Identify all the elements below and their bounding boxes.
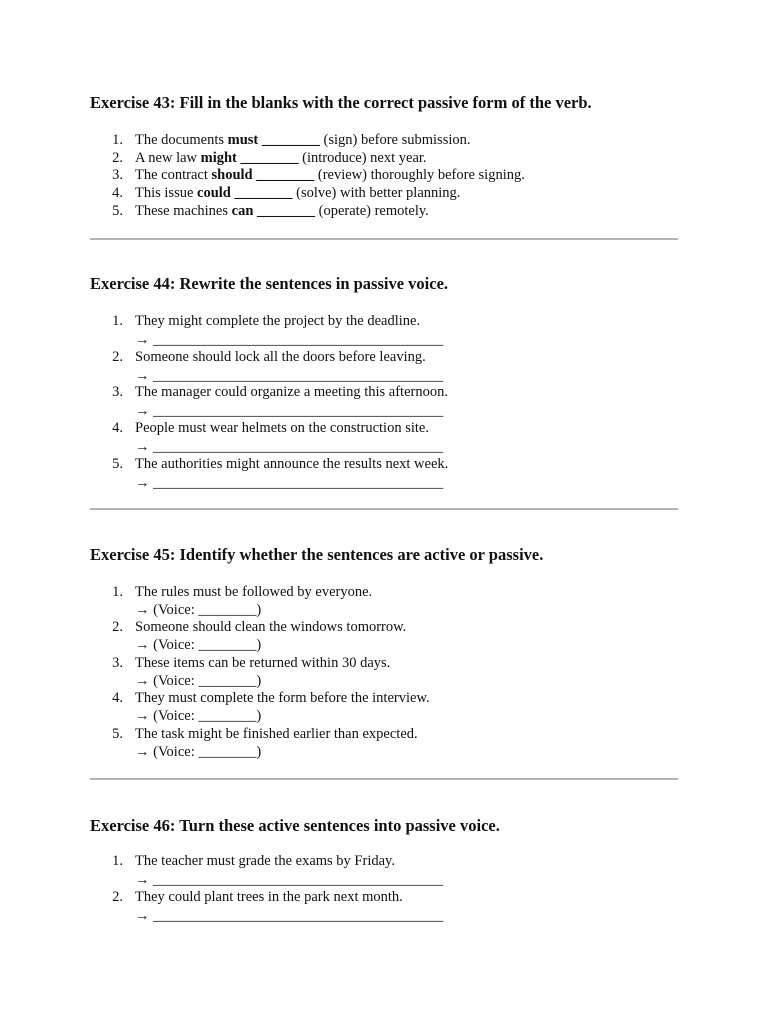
item-number: 5.: [112, 203, 123, 219]
item-text: The task might be finished earlier than expected.: [135, 726, 418, 742]
exercise-45-title: Exercise 45: Identify whether the sentences are active or passive.: [90, 545, 544, 564]
item-text: These items can be returned within 30 days.: [135, 655, 391, 671]
item-number: 3.: [112, 384, 123, 400]
section-divider: [90, 508, 678, 510]
exercise-43-title: Exercise 43: Fill in the blanks with the correct passive form of the verb.: [90, 93, 592, 112]
item-text: The authorities might announce the results next week.: [135, 456, 449, 472]
item-text: They might complete the project by the deadline.: [135, 313, 421, 329]
exercise-46-title: Exercise 46: Turn these active sentences into passive voice.: [90, 816, 500, 835]
item-number: 2.: [112, 150, 123, 166]
worksheet-page: Exercise 43: Fill in the blanks with the correct passive form of the verb. 1. The documents must ________ (sign) before submission. 2. A new law might ________ (introduce) next year. 3. The contract should ________ (review) thoroughly before signing. 4. This issue could ________ (solve) with better planning. 5. These machines can ________ (operate) remotely. Exercise 44: Rewrite the sentences in passive voice. 1. They might complete the project by the deadline. → ________________________________________ 2. Someone should lock all the doors before leaving. → ________________________________________ 3. The manager could organize a meeting this afternoon. → ________________________________________ 4. People must wear helmets on the construction site. → ________________________________________ 5. The authorities might announce the results next week. → ________________________________________ Exercise 45: Identify whether the sentences are active or passive. 1. The rules must be followed by everyone. → (Voice: ________) 2. Someone should clean the windows tomorrow. → (Voice: ________) 3. These items can be returned within 30 days. → (Voice: ________) 4. They must complete the form before the interview. → (Voice: ________) 5. The task might be finished earlier than expected. → (Voice: ________) Exercise 46: Turn these active sentences into passive voice. 1. The teacher must grade the exams by Friday. → ________________________________________ 2. They could plant trees in the park next month. → ________________________________________: [0, 0, 768, 1024]
item-text: They could plant trees in the park next month.: [135, 889, 403, 905]
answer-blank: ________: [257, 203, 316, 219]
item-text: The documents must ________ (sign) before submission.: [135, 132, 471, 148]
item-text: People must wear helmets on the construction site.: [135, 420, 429, 436]
answer-blank: ________: [240, 150, 299, 166]
item-number: 2.: [112, 889, 123, 905]
item-text: A new law might ________ (introduce) next year.: [135, 150, 427, 166]
item-number: 2.: [112, 619, 123, 635]
item-text: The teacher must grade the exams by Friday.: [135, 853, 395, 869]
item-number: 3.: [112, 655, 123, 671]
section-divider: [90, 778, 678, 780]
item-number: 3.: [112, 167, 123, 183]
item-number: 1.: [112, 584, 123, 600]
item-number: 5.: [112, 456, 123, 472]
item-text: They must complete the form before the interview.: [135, 690, 430, 706]
item-number: 4.: [112, 690, 123, 706]
item-number: 1.: [112, 132, 123, 148]
item-text: The rules must be followed by everyone.: [135, 584, 373, 600]
answer-blank: ________: [261, 132, 320, 148]
item-text: This issue could ________ (solve) with better planning.: [135, 185, 461, 201]
item-number: 1.: [112, 313, 123, 329]
answer-blank: ________: [256, 167, 315, 183]
item-text: The contract should ________ (review) thoroughly before signing.: [135, 167, 525, 183]
exercise-44-title: Exercise 44: Rewrite the sentences in passive voice.: [90, 274, 449, 293]
item-text: Someone should clean the windows tomorrow.: [135, 619, 407, 635]
item-number: 2.: [112, 349, 123, 365]
item-number: 1.: [112, 853, 123, 869]
answer-blank: ________: [234, 185, 293, 201]
item-text: The manager could organize a meeting this afternoon.: [135, 384, 448, 400]
item-number: 4.: [112, 185, 123, 201]
item-number: 5.: [112, 726, 123, 742]
item-text: Someone should lock all the doors before leaving.: [135, 349, 426, 365]
item-text: These machines can ________ (operate) remotely.: [135, 203, 429, 219]
section-divider: [90, 238, 678, 240]
item-number: 4.: [112, 420, 123, 436]
